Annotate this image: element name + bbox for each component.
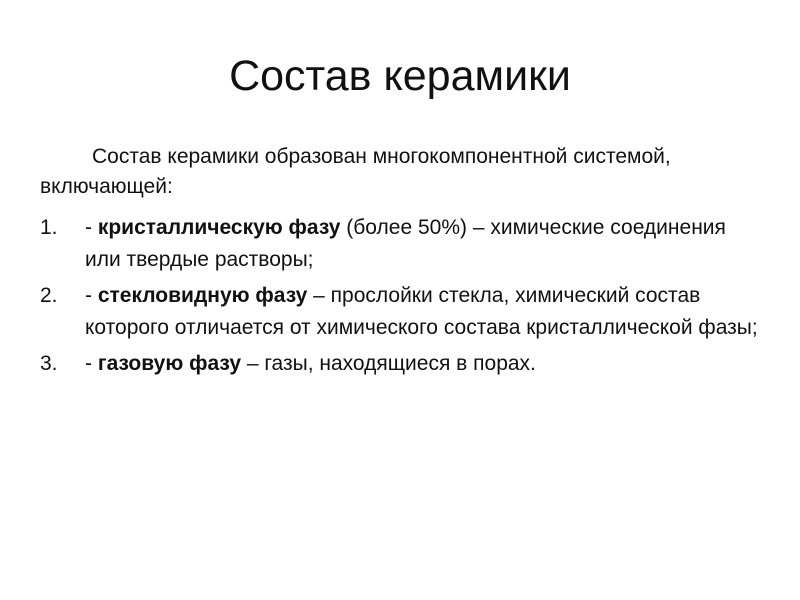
list-item-term: кристаллическую фазу <box>97 216 341 239</box>
list-item-crystalline-phase <box>40 212 760 276</box>
list-item-prefix: - <box>85 352 98 375</box>
list-item-prefix: - <box>85 284 98 307</box>
list-item-text: (более 50%) – химические соединения или твердые растворы; <box>85 216 726 271</box>
intro-paragraph: Состав керамики образован многокомпонентной системой, включающей: <box>40 145 671 198</box>
list-item-glassy-phase <box>40 280 760 344</box>
slide-title: Состав керамики <box>229 52 571 100</box>
list-item-gas-phase <box>40 348 760 380</box>
list-item-term: стекловидную фазу <box>97 284 308 307</box>
list-item-term: газовую фазу <box>97 352 241 375</box>
list-item-prefix: - <box>85 216 98 239</box>
list-item-text: – газы, находящиеся в порах. <box>241 352 536 375</box>
list-item-number: 1. <box>40 216 58 239</box>
list-item-text: – прослойки стекла, химический состав которого отличается от химического состава кристаллической фазы; <box>85 284 758 339</box>
list-item-number: 3. <box>40 352 58 375</box>
list-item-number: 2. <box>40 284 58 307</box>
component-list <box>40 212 760 384</box>
